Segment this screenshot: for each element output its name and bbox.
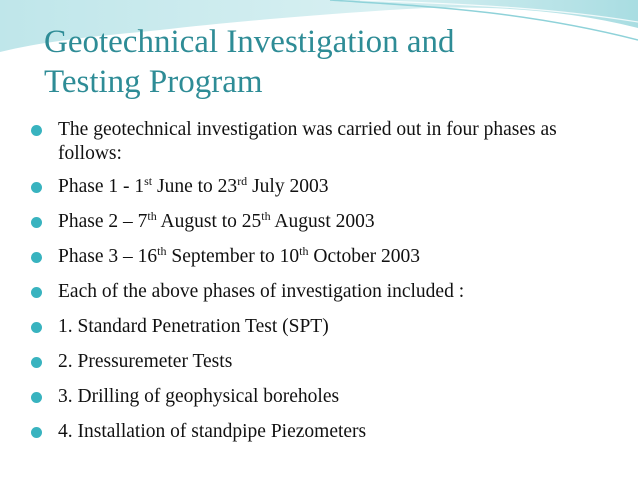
bullet-item-piezometers	[22, 420, 622, 444]
bullet-item-intro	[22, 118, 622, 166]
phase-1-end-ordinal: rd	[237, 174, 248, 188]
bullet-item-phase-2	[22, 210, 622, 234]
phase-1-end-text: July 2003	[247, 176, 329, 197]
phase-2-end-ordinal: th	[261, 209, 271, 223]
bullet-dot-icon	[31, 252, 42, 263]
phase-3-mid-text: September to 10	[166, 246, 300, 267]
phase-2-start-ordinal: th	[147, 209, 157, 223]
bullet-dot-icon	[31, 182, 42, 193]
slide-title-line-2: Testing Program	[44, 64, 263, 100]
bullet-dot-icon	[31, 357, 42, 368]
bullet-item-boreholes	[22, 385, 622, 409]
bullet-item-spt	[22, 315, 622, 339]
bullet-text: The geotechnical investigation was carried out in four phases as follows:	[58, 119, 557, 164]
bullet-text: 4. Installation of standpipe Piezometers	[58, 421, 367, 442]
bullet-dot-icon	[31, 427, 42, 438]
bullet-item-phase-3	[22, 245, 622, 269]
bullet-dot-icon	[31, 392, 42, 403]
phase-3-end-ordinal: th	[299, 244, 309, 258]
phase-1-start-ordinal: st	[144, 174, 153, 188]
bullet-item-phase-1	[22, 175, 622, 199]
phase-3-end-text: October 2003	[308, 246, 421, 267]
bullet-list	[22, 118, 622, 455]
bullet-dot-icon	[31, 125, 42, 136]
phase-2-mid-text: August to 25	[156, 211, 262, 232]
bullet-text: Each of the above phases of investigation included :	[58, 281, 465, 302]
bullet-text: 1. Standard Penetration Test (SPT)	[58, 316, 329, 337]
bullet-dot-icon	[31, 217, 42, 228]
slide-title-line-1: Geotechnical Investigation and	[44, 24, 455, 60]
slide-title	[44, 22, 624, 102]
bullet-dot-icon	[31, 322, 42, 333]
bullet-text: 2. Pressuremeter Tests	[58, 351, 233, 372]
bullet-item-pressuremeter	[22, 350, 622, 374]
phase-2-end-text: August 2003	[270, 211, 375, 232]
phase-3-start-ordinal: th	[157, 244, 167, 258]
bullet-text: 3. Drilling of geophysical boreholes	[58, 386, 340, 407]
phase-2-start-text: Phase 2 – 7	[58, 211, 148, 232]
bullet-dot-icon	[31, 287, 42, 298]
bullet-item-included	[22, 280, 622, 304]
phase-1-start-text: Phase 1 - 1	[58, 176, 145, 197]
phase-1-mid-text: June to 23	[152, 176, 238, 197]
phase-3-start-text: Phase 3 – 16	[58, 246, 158, 267]
